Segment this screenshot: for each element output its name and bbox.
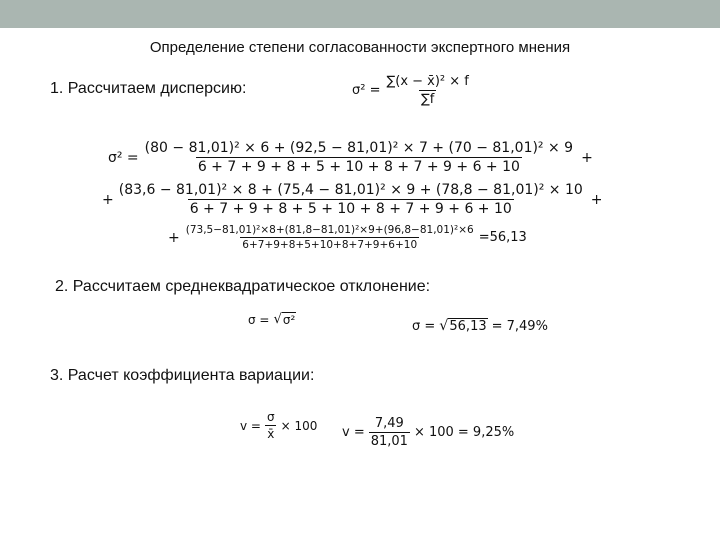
sigma-general-root — [273, 312, 296, 327]
cv-general-numerator: σ — [266, 410, 275, 424]
eq1-plus: + — [581, 149, 593, 166]
cv-general-rhs: × 100 — [280, 418, 318, 433]
variance-formula — [352, 74, 471, 107]
eq2-numerator: (83,6 − 81,01)² × 8 + (75,4 − 81,01)² × 9 + (78,8 − 81,01)² × 10 — [118, 182, 583, 198]
eq1-numerator: (80 − 81,01)² × 6 + (92,5 − 81,01)² × 7 + (70 − 81,01)² × 9 — [144, 140, 574, 156]
top-banner — [0, 0, 720, 28]
page-title: Определение степени согласованности экспертного мнения — [149, 39, 571, 56]
variance-lhs: σ² = — [352, 83, 381, 98]
cv-value-fraction — [369, 416, 410, 449]
equation-line-2 — [102, 182, 603, 217]
variance-numerator: ∑(x − x̄)² × f — [386, 74, 469, 89]
eq3-numerator: (73,5−81,01)²×8+(81,8−81,01)²×9+(96,8−81,01)²×6 — [185, 224, 474, 236]
step-3-label: 3. Расчет коэффициента вариации: — [50, 367, 315, 384]
step-1-label: 1. Рассчитаем дисперсию: — [50, 80, 247, 97]
cv-value-numerator: 7,49 — [374, 416, 404, 431]
sigma-value-lhs: σ = — [412, 318, 436, 334]
cv-general-fraction — [265, 410, 277, 441]
eq2-plus: + — [590, 191, 603, 208]
sigma-value-root — [439, 318, 487, 334]
eq3-lead-plus: + — [168, 229, 180, 246]
sigma-general-formula — [248, 312, 296, 327]
radical-icon: √ — [439, 318, 449, 334]
eq2-fraction — [117, 182, 585, 217]
sigma-value-formula — [412, 318, 548, 334]
sigma-value-radicand: 56,13 — [449, 319, 487, 334]
eq2-denominator: 6 + 7 + 9 + 8 + 5 + 10 + 8 + 7 + 9 + 6 + 10 — [189, 201, 512, 217]
eq3-fraction — [184, 224, 476, 251]
cv-general-lhs: v = — [240, 418, 261, 433]
cv-general-denominator: x̄ — [267, 427, 275, 441]
variance-denominator: ∑f — [421, 92, 435, 107]
variance-fraction — [384, 74, 470, 107]
eq3-result: =56,13 — [478, 230, 527, 245]
cv-value-rhs: × 100 = 9,25% — [413, 425, 515, 440]
cv-value-formula — [342, 416, 514, 449]
sigma-general-lhs: σ = — [248, 312, 270, 327]
sigma-value-rhs: = 7,49% — [491, 318, 548, 334]
eq2-lead-plus: + — [102, 191, 114, 208]
cv-general-formula — [240, 410, 317, 441]
equation-line-3 — [168, 224, 527, 251]
sigma-general-radicand: σ² — [282, 313, 296, 327]
cv-value-denominator: 81,01 — [370, 434, 408, 449]
eq3-denominator: 6+7+9+8+5+10+8+7+9+6+10 — [242, 239, 418, 251]
eq1-denominator: 6 + 7 + 9 + 8 + 5 + 10 + 8 + 7 + 9 + 6 + 10 — [197, 159, 520, 175]
cv-value-lhs: v = — [342, 425, 365, 440]
eq1-fraction — [143, 140, 575, 175]
step-2-label: 2. Рассчитаем среднеквадратическое отклонение: — [55, 278, 431, 295]
equation-line-1 — [108, 140, 593, 175]
eq1-lhs: σ² = — [108, 149, 139, 166]
radical-icon: √ — [273, 312, 282, 327]
